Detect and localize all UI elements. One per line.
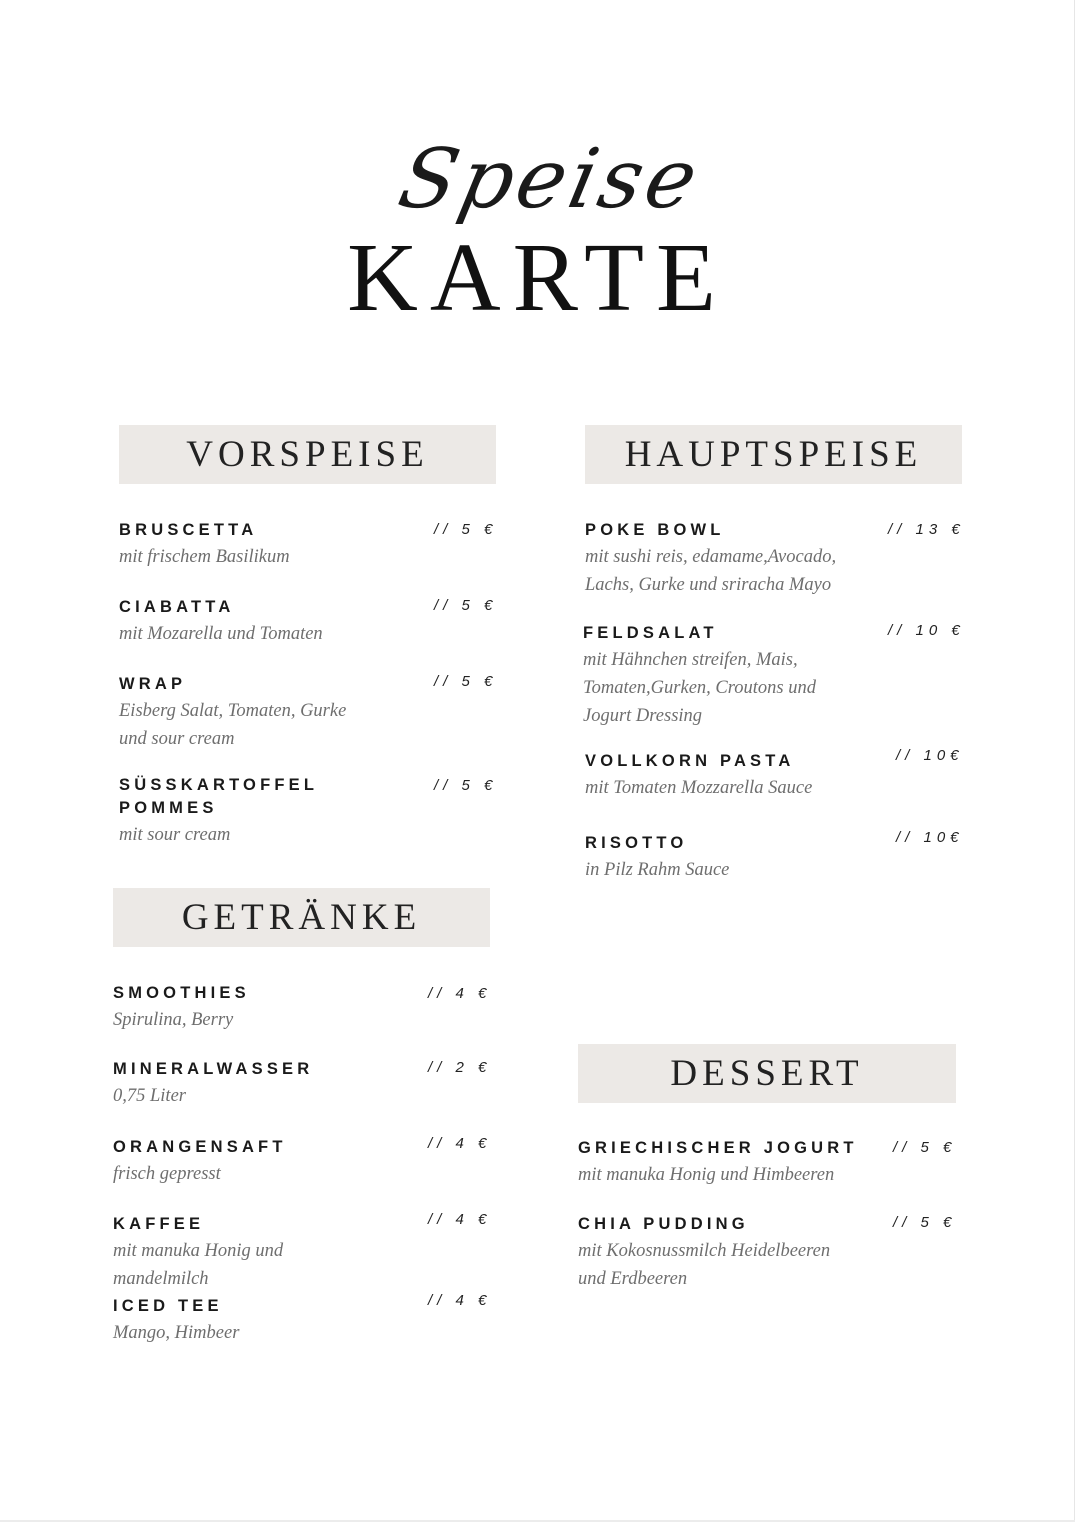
menu-item-poke-bowl (585, 519, 885, 599)
section-heading-getraenke: GETRÄNKE (113, 888, 490, 947)
item-description: Mango, Himbeer (113, 1323, 240, 1343)
item-price: // 4 € (428, 985, 492, 1002)
item-price: // 5 € (434, 777, 498, 794)
menu-item-orangensaft (113, 1136, 413, 1188)
item-name: CHIA PUDDING (578, 1215, 749, 1233)
item-name: SMOOTHIES (113, 984, 250, 1002)
main-title: KARTE (347, 224, 728, 332)
menu-item-mineralwasser (113, 1058, 413, 1110)
item-price: // 5 € (434, 521, 498, 538)
item-name: WRAP (119, 675, 187, 693)
item-description: mit sour cream (119, 825, 231, 845)
item-description: 0,75 Liter (113, 1086, 186, 1106)
item-description: frisch gepresst (113, 1164, 221, 1184)
menu-item-suesskartoffel-pommes (119, 774, 419, 849)
item-name: POKE BOWL (585, 521, 725, 539)
item-name: FELDSALAT (583, 624, 718, 642)
item-price: // 5 € (434, 673, 498, 690)
item-description: in Pilz Rahm Sauce (585, 860, 730, 880)
menu-item-bruscetta (119, 519, 419, 571)
item-price: // 5 € (434, 597, 498, 614)
item-description: mit Kokosnussmilch Heidelbeeren und Erdbeeren (578, 1241, 831, 1289)
item-name: VOLLKORN PASTA (585, 752, 795, 770)
item-description: Eisberg Salat, Tomaten, Gurke und sour cream (119, 701, 347, 749)
item-price: // 10€ (896, 829, 964, 846)
section-heading-vorspeise: VORSPEISE (119, 425, 496, 484)
menu-item-smoothies (113, 982, 413, 1034)
item-name: ICED TEE (113, 1297, 223, 1315)
item-price: // 4 € (428, 1135, 492, 1152)
item-price: // 13 € (888, 521, 965, 538)
script-title: Speise (390, 132, 710, 227)
item-description: mit sushi reis, edamame,Avocado, Lachs, Gurke und sriracha Mayo (585, 547, 837, 595)
item-description: Spirulina, Berry (113, 1010, 234, 1030)
section-heading-hauptspeise: HAUPTSPEISE (585, 425, 962, 484)
item-price: // 10€ (896, 747, 964, 764)
item-description: mit Tomaten Mozzarella Sauce (585, 778, 813, 798)
item-price: // 4 € (428, 1211, 492, 1228)
menu-item-chia-pudding (578, 1213, 888, 1293)
item-description: mit Hähnchen streifen, Mais, Tomaten,Gurken, Croutons und Jogurt Dressing (583, 650, 816, 726)
item-name: MINERALWASSER (113, 1060, 314, 1078)
item-name: CIABATTA (119, 598, 235, 616)
menu-item-feldsalat (583, 622, 883, 730)
item-price: // 4 € (428, 1292, 492, 1309)
item-name: GRIECHISCHER JOGURT (578, 1139, 858, 1157)
item-description: mit manuka Honig und Himbeeren (578, 1165, 835, 1185)
item-name: RISOTTO (585, 834, 688, 852)
item-name: SÜSSKARTOFFEL POMMES (119, 776, 319, 817)
item-name: KAFFEE (113, 1215, 205, 1233)
menu-item-risotto (585, 832, 885, 884)
item-name: BRUSCETTA (119, 521, 258, 539)
menu-item-vollkorn-pasta (585, 750, 885, 802)
section-heading-dessert: DESSERT (578, 1044, 956, 1103)
item-description: mit Mozarella und Tomaten (119, 624, 323, 644)
item-price: // 5 € (893, 1139, 957, 1156)
menu-item-kaffee (113, 1213, 413, 1293)
item-description: mit frischem Basilikum (119, 547, 290, 567)
menu-item-ciabatta (119, 596, 419, 648)
item-price: // 5 € (893, 1214, 957, 1231)
item-description: mit manuka Honig und mandelmilch (113, 1241, 284, 1289)
menu-item-wrap (119, 673, 419, 753)
menu-item-iced-tee (113, 1295, 413, 1347)
item-price: // 2 € (428, 1059, 492, 1076)
item-price: // 10 € (888, 622, 965, 639)
item-name: ORANGENSAFT (113, 1138, 287, 1156)
menu-item-griechischer-jogurt (578, 1137, 888, 1189)
